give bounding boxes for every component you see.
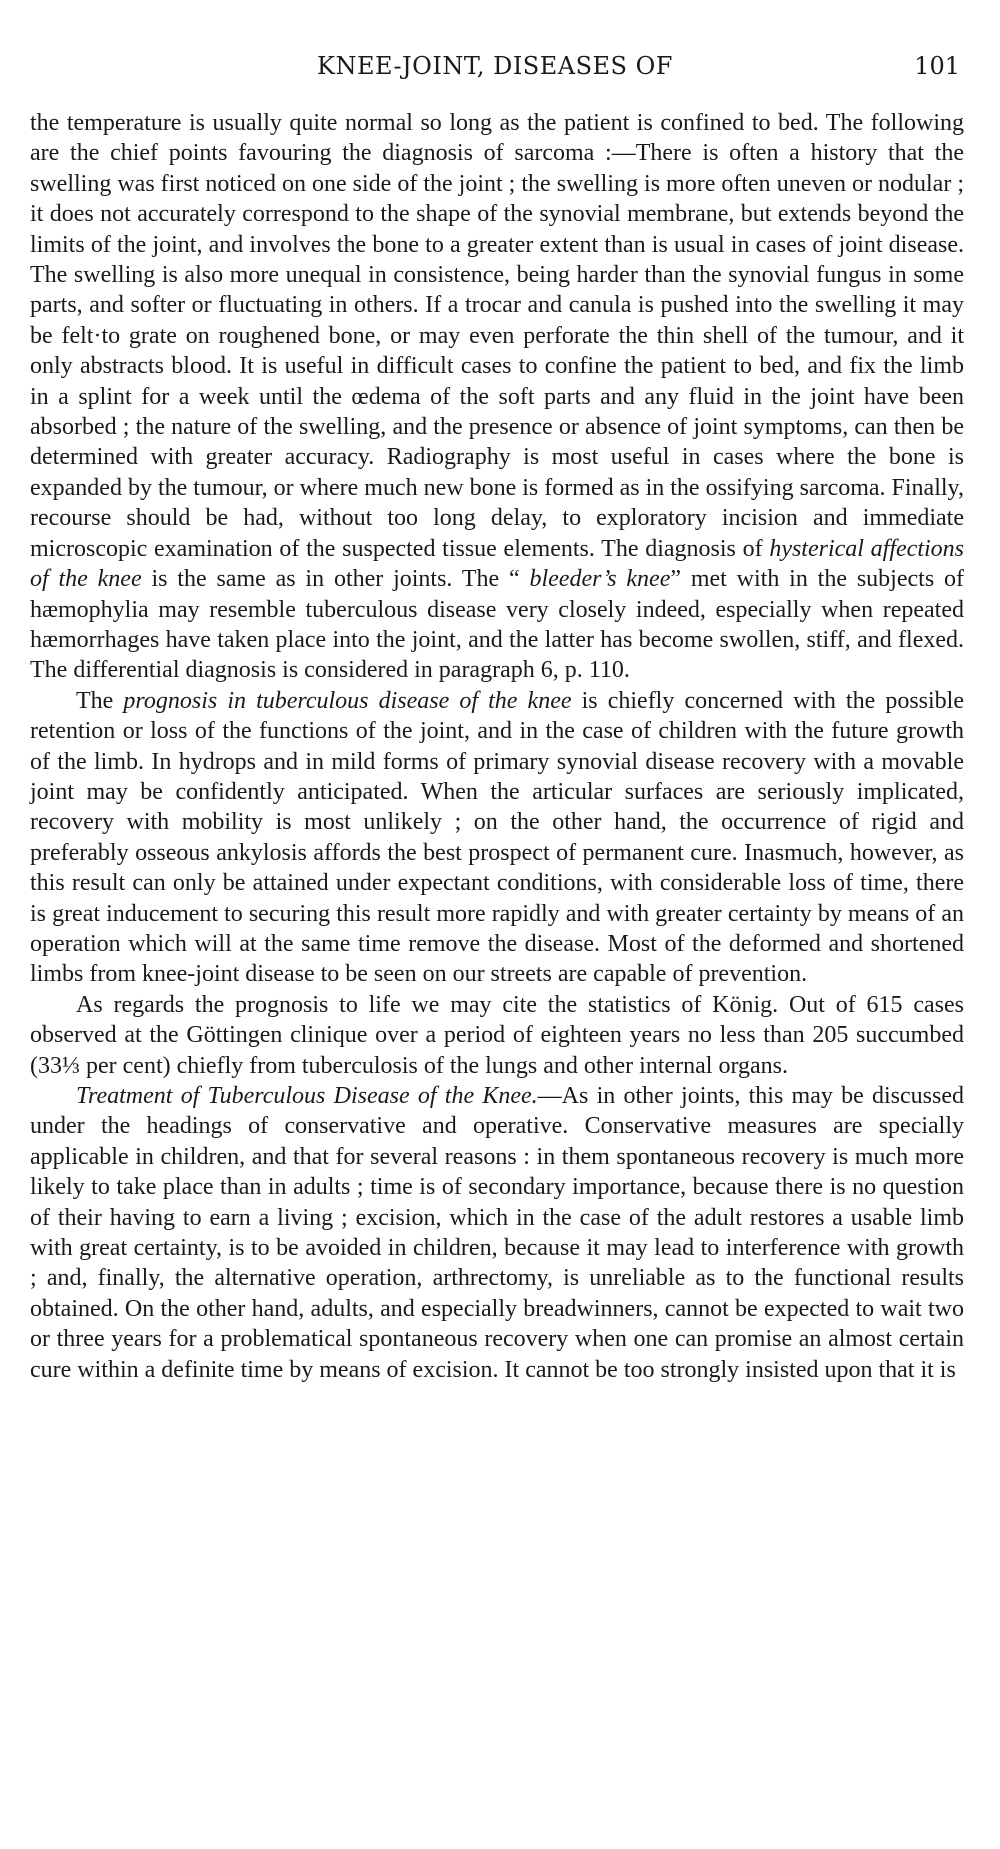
- text-run: is the same as in other joints. The “: [141, 566, 530, 593]
- text-run: As regards the prognosis to life we may cite the statistics of König. Out of 615 cases observed at the Göttingen clinique over a period of eighteen years no less than 205 succumbed (33⅓ per cent) chiefly from tuberculosis of the lungs and other internal organs.: [30, 991, 964, 1079]
- paragraph: [30, 108, 964, 686]
- text-run: is chiefly concerned with the possible retention or loss of the functions of the joint, and in the case of children with the future growth of the limb. In hydrops and in mild forms of primary synovial disease recovery with a movable joint may be confidently anticipated. When the articular surfaces are seriously implicated, recovery with mobility is most unlikely ; on the other hand, the occurrence of rigid and preferably osseous ankylosis affords the best prospect of permanent cure. Inasmuch, however, as this result can only be attained under expectant conditions, with considerable loss of time, there is great inducement to securing this result more rapidly and with greater certainty by means of an operation which will at the same time remove the disease. Most of the deformed and shortened limbs from knee-joint disease to be seen on our streets are capable of prevention.: [30, 687, 965, 988]
- text-run: The: [76, 687, 124, 714]
- italic-text-run: hysterical affections of the knee: [30, 535, 964, 593]
- paragraph-prognosis: [30, 686, 964, 990]
- text-run: —As in other joints, this may be discussed under the headings of conservative and operative. Conservative measures are specially applicable in children, and that for several reasons : in them spontaneous recovery is much more likely to take place than in adults ; time is of secondary importance, because there is no question of their having to earn a living ; excision, which in the case of the adult restores a usable limb with great certainty, is to be avoided in children, because it may lead to interference with growth ; and, finally, the alternative operation, arthrectomy, is unreliable as to the functional results obtained. On the other hand, adults, and especially breadwinners, cannot be expected to wait two or three years for a problematical spontaneous recovery when one can promise an almost certain cure within a definite time by means of excision. It cannot be too strongly insisted upon that it is: [30, 1083, 965, 1383]
- text-run: the temperature is usually quite normal so long as the patient is confined to bed. The following are the chief points favouring the diagnosis of sarcoma :—There is often a history that the swelling was first noticed on one side of the joint ; the swelling is more often uneven or nodular ; it does not accurately correspond to the shape of the synovial membrane, but extends beyond the limits of the joint, and involves the bone to a greater extent than is usual in cases of joint disease. The swelling is also more unequal in consistence, being harder than the synovial fungus in some parts, and softer or fluctuating in others. If a trocar and canula is pushed into the swelling it may be felt·to grate on roughened bone, or may even perforate the thin shell of the tumour, and it only abstracts blood. It is useful in difficult cases to confine the patient to bed, and fix the limb in a splint for a week until the œdema of the soft parts and any fluid in the joint have been absorbed ; the nature of the swelling, and the presence or absence of joint symptoms, can then be determined with greater accuracy. Radiography is most useful in cases where the bone is expanded by the tumour, or where much new bone is formed as in the ossifying sarcoma. Finally, recourse should be had, without too long delay, to exploratory incision and immediate microscopic examination of the suspected tissue elements. The diagnosis of: [30, 110, 964, 562]
- italic-text-run: Treatment of Tuberculous Disease of the Knee.: [76, 1083, 538, 1109]
- running-head: KNEE-JOINT, DISEASES OF: [317, 52, 673, 80]
- page-header: [30, 52, 960, 92]
- page-number: 101: [914, 52, 960, 80]
- paragraph-statistics: [30, 990, 964, 1081]
- paragraph-treatment: [30, 1081, 964, 1385]
- text-run: ” met with in the subjects of hæmophylia may resemble tuberculous disease very closely indeed, especially when repeated hæmorrhages have taken place into the joint, and the latter has become swollen, stiff, and flexed. The differential diagnosis is considered in paragraph 6, p. 110.: [30, 566, 964, 684]
- italic-text-run: bleeder’s knee: [529, 566, 671, 593]
- italic-text-run: prognosis in tuberculous disease of the knee: [123, 687, 572, 714]
- body-text: [30, 108, 964, 1385]
